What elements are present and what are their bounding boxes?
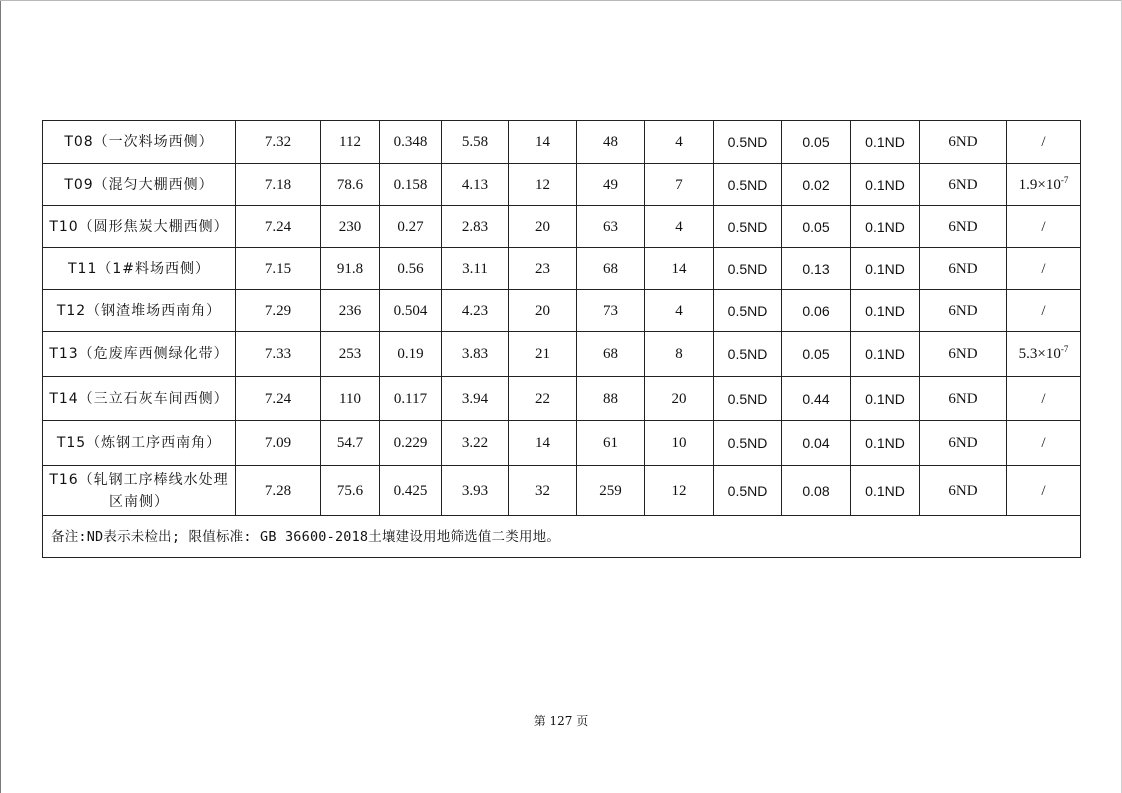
- site-cell: T10（圆形焦炭大棚西侧）: [43, 206, 236, 248]
- value-exponent: -7: [1060, 174, 1069, 185]
- value-cell: 0.229: [380, 421, 442, 466]
- value-cell: 75.6: [321, 466, 380, 516]
- value-cell: [1007, 121, 1081, 164]
- value-base: 1.9×10: [1018, 176, 1061, 193]
- value-cell: 0.5ND: [714, 377, 782, 421]
- value-cell: 78.6: [321, 164, 380, 206]
- value-cell: 61: [577, 421, 645, 466]
- value-cell: 4: [645, 121, 714, 164]
- page-number: 第 127 页: [533, 714, 589, 728]
- value-cell: 12: [645, 466, 714, 516]
- value-cell: 236: [321, 290, 380, 332]
- value-cell: 0.1ND: [851, 290, 920, 332]
- value-cell: 0.5ND: [714, 332, 782, 377]
- value-cell: 0.5ND: [714, 121, 782, 164]
- value-exponent: -7: [1060, 344, 1069, 354]
- value-cell: [1007, 377, 1081, 421]
- value-cell: 6ND: [920, 421, 1007, 466]
- value-cell: [1007, 164, 1081, 206]
- value-cell: 8: [645, 332, 714, 377]
- table-row: [43, 206, 1081, 248]
- value-cell: [1007, 206, 1081, 248]
- value-base: /: [1041, 260, 1046, 277]
- value-cell: 12: [509, 164, 577, 206]
- value-cell: 112: [321, 121, 380, 164]
- value-cell: 259: [577, 466, 645, 516]
- value-cell: 23: [509, 248, 577, 290]
- value-cell: 0.117: [380, 377, 442, 421]
- table-row: [43, 290, 1081, 332]
- value-cell: 0.5ND: [714, 248, 782, 290]
- value-cell: 110: [321, 377, 380, 421]
- ph-cell: 7.29: [236, 290, 321, 332]
- value-cell: 230: [321, 206, 380, 248]
- value-cell: 6ND: [920, 206, 1007, 248]
- value-cell: 2.83: [442, 206, 509, 248]
- table-row: [43, 248, 1081, 290]
- value-cell: 0.05: [782, 206, 851, 248]
- value-cell: 10: [645, 421, 714, 466]
- value-cell: 0.19: [380, 332, 442, 377]
- value-cell: 63: [577, 206, 645, 248]
- soil-monitoring-table: [42, 120, 1081, 558]
- value-cell: [1007, 290, 1081, 332]
- page-left-edge: [0, 0, 1, 793]
- value-cell: 88: [577, 377, 645, 421]
- note-row: [43, 516, 1081, 558]
- value-cell: 68: [577, 332, 645, 377]
- value-cell: 54.7: [321, 421, 380, 466]
- value-cell: 0.1ND: [851, 332, 920, 377]
- value-cell: 21: [509, 332, 577, 377]
- value-cell: 0.5ND: [714, 206, 782, 248]
- value-cell: 0.04: [782, 421, 851, 466]
- value-cell: 0.1ND: [851, 421, 920, 466]
- value-cell: 0.1ND: [851, 248, 920, 290]
- value-cell: 91.8: [321, 248, 380, 290]
- site-cell: T11（1#料场西侧）: [43, 248, 236, 290]
- value-cell: 20: [645, 377, 714, 421]
- site-cell: T12（钢渣堆场西南角）: [43, 290, 236, 332]
- value-cell: 0.13: [782, 248, 851, 290]
- value-cell: 0.1ND: [851, 377, 920, 421]
- value-cell: 6ND: [920, 332, 1007, 377]
- value-cell: 6ND: [920, 290, 1007, 332]
- table-row: [43, 466, 1081, 516]
- value-cell: 253: [321, 332, 380, 377]
- ph-cell: 7.33: [236, 332, 321, 377]
- value-cell: 14: [509, 121, 577, 164]
- value-base: /: [1041, 218, 1046, 235]
- value-cell: 22: [509, 377, 577, 421]
- value-cell: 0.5ND: [714, 290, 782, 332]
- ph-cell: 7.15: [236, 248, 321, 290]
- value-cell: 49: [577, 164, 645, 206]
- value-cell: 4: [645, 206, 714, 248]
- value-cell: 0.1ND: [851, 466, 920, 516]
- value-cell: 0.05: [782, 121, 851, 164]
- table-note: 备注:ND表示未检出; 限值标准: GB 36600-2018土壤建设用地筛选值二类用地。: [43, 516, 1081, 558]
- value-cell: 6ND: [920, 248, 1007, 290]
- value-cell: 0.02: [782, 164, 851, 206]
- site-cell: T14（三立石灰车间西侧）: [43, 377, 236, 421]
- value-base: /: [1041, 435, 1046, 451]
- value-base: /: [1041, 302, 1046, 319]
- value-cell: 20: [509, 206, 577, 248]
- value-cell: 0.56: [380, 248, 442, 290]
- ph-cell: 7.24: [236, 377, 321, 421]
- value-cell: 3.83: [442, 332, 509, 377]
- value-base: /: [1041, 134, 1046, 150]
- table-row: [43, 377, 1081, 421]
- value-cell: 7: [645, 164, 714, 206]
- value-cell: 14: [509, 421, 577, 466]
- value-cell: 0.06: [782, 290, 851, 332]
- value-cell: 0.05: [782, 332, 851, 377]
- value-cell: 0.1ND: [851, 206, 920, 248]
- ph-cell: 7.09: [236, 421, 321, 466]
- value-cell: 0.5ND: [714, 164, 782, 206]
- value-cell: 4.23: [442, 290, 509, 332]
- site-cell: T09（混匀大棚西侧）: [43, 164, 236, 206]
- value-cell: 0.5ND: [714, 421, 782, 466]
- value-cell: 6ND: [920, 377, 1007, 421]
- value-cell: 0.08: [782, 466, 851, 516]
- value-cell: 0.158: [380, 164, 442, 206]
- value-cell: 0.425: [380, 466, 442, 516]
- value-cell: 0.44: [782, 377, 851, 421]
- value-cell: 3.22: [442, 421, 509, 466]
- value-cell: 0.504: [380, 290, 442, 332]
- value-cell: [1007, 332, 1081, 377]
- site-cell: T15（炼钢工序西南角）: [43, 421, 236, 466]
- value-cell: [1007, 466, 1081, 516]
- table-row: [43, 421, 1081, 466]
- value-cell: 3.11: [442, 248, 509, 290]
- value-cell: 6ND: [920, 164, 1007, 206]
- value-base: /: [1041, 390, 1046, 407]
- value-cell: 73: [577, 290, 645, 332]
- page-top-edge: [0, 0, 1122, 1]
- site-cell: T08（一次料场西侧）: [43, 121, 236, 164]
- value-cell: 48: [577, 121, 645, 164]
- value-cell: 3.93: [442, 466, 509, 516]
- ph-cell: 7.28: [236, 466, 321, 516]
- value-cell: 0.27: [380, 206, 442, 248]
- value-cell: 14: [645, 248, 714, 290]
- value-cell: 0.348: [380, 121, 442, 164]
- value-base: 5.3×10: [1018, 346, 1061, 362]
- site-cell: T16（轧钢工序棒线水处理区南侧）: [43, 466, 236, 516]
- site-cell: T13（危废库西侧绿化带）: [43, 332, 236, 377]
- value-cell: 3.94: [442, 377, 509, 421]
- value-cell: 4.13: [442, 164, 509, 206]
- value-cell: 0.1ND: [851, 121, 920, 164]
- value-cell: 6ND: [920, 121, 1007, 164]
- table-row: [43, 121, 1081, 164]
- value-cell: 0.1ND: [851, 164, 920, 206]
- value-cell: 0.5ND: [714, 466, 782, 516]
- value-cell: 4: [645, 290, 714, 332]
- value-cell: [1007, 421, 1081, 466]
- table-row: [43, 332, 1081, 377]
- value-cell: 68: [577, 248, 645, 290]
- value-cell: 32: [509, 466, 577, 516]
- value-cell: 5.58: [442, 121, 509, 164]
- ph-cell: 7.24: [236, 206, 321, 248]
- value-cell: 6ND: [920, 466, 1007, 516]
- value-cell: [1007, 248, 1081, 290]
- value-cell: 20: [509, 290, 577, 332]
- value-base: /: [1041, 482, 1046, 499]
- ph-cell: 7.32: [236, 121, 321, 164]
- table-row: [43, 164, 1081, 206]
- ph-cell: 7.18: [236, 164, 321, 206]
